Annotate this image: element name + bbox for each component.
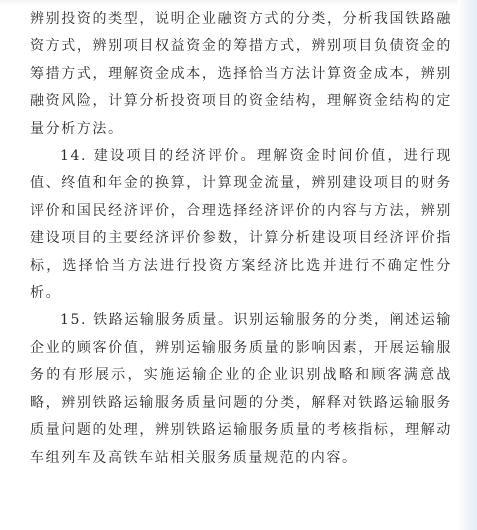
paragraph-14: 14. 建设项目的经济评价。理解资金时间价值，进行现值、终值和年金的换算，计算现金流量，辨别建设项目的财务评价和国民经济评价，合理选择经济评价的内容与方法，辨别建设项目的主要经济评价参数，计算分析建设项目经济评价指标，选择恰当方法进行投资方案经济比选并进行不确定性分析。 — [30, 148, 452, 302]
paragraph-15: 15. 铁路运输服务质量。识别运输服务的分类，阐述运输企业的顾客价值，辨别运输服务质量的影响因素，开展运输服务的有形展示，实施运输企业的企业识别战略和顾客满意战略，辨别铁路运输服务质量问题的分类，解释对铁路运输服务质量问题的处理，辨别铁路运输服务质量的考核指标，理解动车组列车及高铁车站相关服务质量规范的内容。 — [30, 312, 452, 466]
body-text — [30, 6, 452, 472]
paragraph-13-continuation: 辨别投资的类型，说明企业融资方式的分类，分析我国铁路融资方式，辨别项目权益资金的筹措方式，辨别项目负债资金的筹措方式，理解资金成本，选择恰当方法计算资金成本，辨别融资风险，计算分析投资项目的资金结构，理解资金结构的定量分析方法。 — [30, 11, 452, 137]
scan-shadow-right — [457, 0, 477, 530]
